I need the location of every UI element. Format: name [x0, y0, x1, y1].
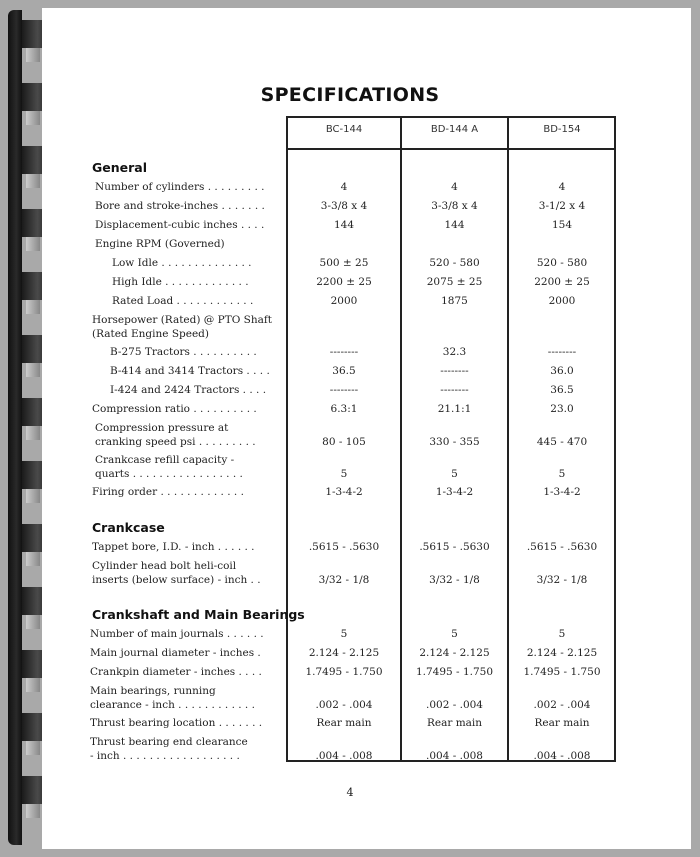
row-value-bd144a: .004 - .008: [426, 750, 483, 762]
row-value-bc144: 500 ± 25: [319, 257, 369, 269]
row-value-bc144: 6.3:1: [330, 403, 358, 415]
row-value-bd144a: 3-3/8 x 4: [431, 200, 478, 212]
row-value-bd154: .004 - .008: [533, 750, 591, 762]
row-value-bd144a: --------: [440, 365, 469, 377]
row-label: Main bearings, running: [90, 685, 216, 697]
row-label: B-275 Tractors . . . . . . . . . .: [110, 346, 257, 358]
row-label: Crankpin diameter - inches . . . .: [90, 666, 262, 678]
row-label: Engine RPM (Governed): [95, 238, 225, 250]
section-crankcase: Crankcase: [92, 520, 165, 535]
row-value-bd154: 2200 ± 25: [534, 276, 590, 288]
row-value-bc144: 3-3/8 x 4: [320, 200, 368, 212]
row-value-bd154: 4: [558, 181, 566, 193]
row-value-bc144: --------: [329, 384, 359, 396]
row-value-bd144a: 3/32 - 1/8: [429, 574, 480, 586]
row-value-bd144a: 1-3-4-2: [435, 486, 474, 498]
row-label: Rated Load . . . . . . . . . . . .: [112, 295, 254, 307]
row-value-bc144: 2000: [330, 295, 358, 307]
row-value-bd144a: --------: [440, 384, 469, 396]
row-label: Tappet bore, I.D. - inch . . . . . .: [92, 541, 255, 553]
row-value-bd144a: 2075 ± 25: [426, 276, 483, 288]
row-value-bd154: 36.0: [550, 365, 574, 377]
row-value-bc144: 80 - 105: [322, 436, 366, 448]
row-label: (Rated Engine Speed): [92, 328, 209, 340]
row-value-bd154: Rear main: [534, 717, 590, 729]
row-value-bc144: 2.124 - 2.125: [308, 647, 380, 659]
page-title: SPECIFICATIONS: [260, 84, 440, 106]
row-value-bd144a: 5: [451, 468, 458, 480]
row-label: cranking speed psi . . . . . . . . .: [95, 436, 256, 448]
row-value-bd154: .002 - .004: [533, 699, 591, 711]
row-value-bd144a: 1875: [441, 295, 468, 307]
row-value-bd144a: .5615 - .5630: [419, 541, 490, 553]
row-label: Crankcase refill capacity -: [95, 454, 235, 466]
row-value-bc144: 5: [340, 468, 348, 480]
row-value-bd144a: .002 - .004: [426, 699, 483, 711]
row-value-bd144a: 32.3: [442, 346, 467, 358]
row-value-bd144a: 21.1:1: [437, 403, 472, 415]
header-divider: [286, 148, 616, 150]
row-label: Compression pressure at: [95, 422, 229, 434]
row-value-bd144a: 144: [444, 219, 465, 231]
row-label: Low Idle . . . . . . . . . . . . . .: [112, 257, 252, 269]
binding-spine: [8, 10, 22, 845]
row-label: clearance - inch . . . . . . . . . . . .: [90, 699, 255, 711]
row-value-bd154: --------: [547, 346, 577, 358]
row-label: Number of main journals . . . . . .: [90, 628, 264, 640]
row-value-bc144: 5: [340, 628, 348, 640]
column-header-bd154: BD-154: [543, 124, 581, 135]
row-value-bc144: --------: [329, 346, 359, 358]
row-value-bd144a: 520 - 580: [429, 257, 480, 269]
row-label: Firing order . . . . . . . . . . . . .: [92, 486, 244, 498]
row-label: Thrust bearing location . . . . . . .: [90, 717, 263, 729]
row-value-bd154: 23.0: [550, 403, 574, 415]
row-value-bd154: 2000: [548, 295, 576, 307]
row-value-bd144a: Rear main: [426, 717, 483, 729]
row-value-bc144: 4: [340, 181, 348, 193]
section-crankshaft: Crankshaft and Main Bearings: [92, 607, 305, 622]
row-value-bd154: 3-1/2 x 4: [538, 200, 586, 212]
row-value-bd154: 1-3-4-2: [543, 486, 581, 498]
row-value-bd144a: 330 - 355: [429, 436, 480, 448]
row-value-bd154: 154: [551, 219, 573, 231]
row-value-bd154: 2.124 - 2.125: [526, 647, 598, 659]
row-label: Horsepower (Rated) @ PTO Shaft: [92, 314, 272, 326]
row-label: Displacement-cubic inches . . . .: [95, 219, 265, 231]
row-value-bd154: 5: [558, 628, 566, 640]
row-value-bd144a: 5: [451, 628, 458, 640]
row-label: - inch . . . . . . . . . . . . . . . . . .: [90, 750, 240, 762]
row-label: I-424 and 2424 Tractors . . . .: [110, 384, 267, 396]
section-general: General: [92, 160, 147, 175]
row-value-bc144: 1-3-4-2: [325, 486, 363, 498]
row-value-bc144: 1.7495 - 1.750: [305, 666, 383, 678]
row-value-bc144: 2200 ± 25: [316, 276, 372, 288]
row-label: Bore and stroke-inches . . . . . . .: [95, 200, 265, 212]
row-label: B-414 and 3414 Tractors . . . .: [110, 365, 270, 377]
row-value-bc144: 144: [333, 219, 355, 231]
row-value-bd154: .5615 - .5630: [526, 541, 598, 553]
row-value-bc144: .004 - .008: [315, 750, 373, 762]
row-label: Thrust bearing end clearance: [90, 736, 248, 748]
column-header-bc144: BC-144: [325, 124, 363, 135]
page-number: 4: [346, 786, 354, 799]
column-header-bd144a: BD-144 A: [430, 124, 479, 135]
row-value-bd144a: 1.7495 - 1.750: [415, 666, 494, 678]
row-value-bd154: 5: [558, 468, 566, 480]
row-value-bd154: 36.5: [550, 384, 574, 396]
row-value-bd154: 520 - 580: [536, 257, 588, 269]
row-value-bc144: 36.5: [332, 365, 356, 377]
row-label: inserts (below surface) - inch . .: [92, 574, 261, 586]
row-value-bc144: 3/32 - 1/8: [318, 574, 370, 586]
row-label: Cylinder head bolt heli-coil: [92, 560, 237, 572]
row-label: Compression ratio . . . . . . . . . .: [92, 403, 257, 415]
row-value-bd144a: 2.124 - 2.125: [419, 647, 490, 659]
row-label: High Idle . . . . . . . . . . . . .: [112, 276, 249, 288]
row-label: quarts . . . . . . . . . . . . . . . . .: [95, 468, 243, 480]
row-label: Main journal diameter - inches .: [90, 647, 261, 659]
row-value-bd154: 445 - 470: [536, 436, 588, 448]
row-value-bc144: .002 - .004: [315, 699, 373, 711]
row-value-bd154: 1.7495 - 1.750: [523, 666, 601, 678]
row-value-bd144a: 4: [451, 181, 458, 193]
row-value-bd154: 3/32 - 1/8: [536, 574, 588, 586]
row-value-bc144: .5615 - .5630: [308, 541, 380, 553]
row-label: Number of cylinders . . . . . . . . .: [95, 181, 265, 193]
row-value-bc144: Rear main: [316, 717, 372, 729]
